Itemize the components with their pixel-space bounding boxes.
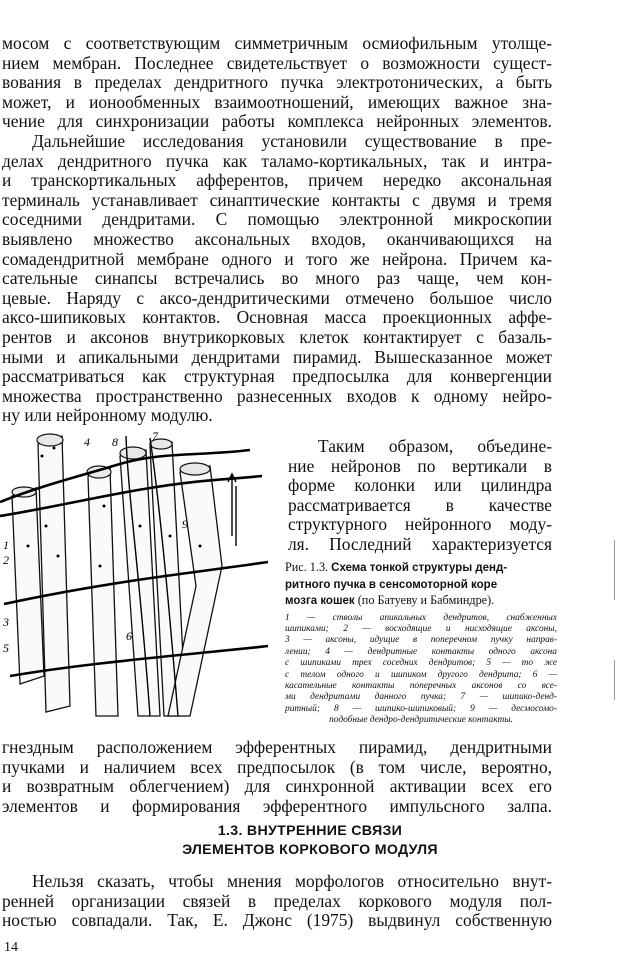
- legend-line: лении; 4 — дендритные контакты одного аксона: [285, 646, 557, 657]
- page-number: 14: [4, 940, 18, 955]
- text-line: сательные синапсы встречались во много раз чаще, чем кон-: [2, 268, 552, 289]
- caption-legend: [285, 613, 557, 727]
- text-line: вования в пределах дендритного пучка электротонических, а быть: [2, 72, 552, 93]
- text-line: аксо-шипиковых контактов. Основная масса проекционных аффе-: [2, 307, 552, 328]
- text-line: элементов и формирования эфферентного импульсного залпа.: [2, 795, 552, 816]
- figure-label: 7: [152, 429, 158, 443]
- text-line: Таким образом, объедине-: [318, 436, 552, 456]
- caption-title-line: Схема тонкой структуры денд-: [331, 562, 508, 574]
- text-line: и возвратным облегчением) для синхронной активации всех его: [2, 776, 552, 797]
- text-line: выявлено множество аксональных входов, оканчивающихся на: [2, 228, 552, 249]
- legend-line: 3 — аксоны, идущие в поперечном пучку направ-: [285, 635, 557, 646]
- text-line: терминаль устанавливает синаптические контакты с двумя и тремя: [2, 189, 552, 210]
- text-line: пучками и наличием всех предпосылок (в том числе, вероятно,: [2, 756, 552, 777]
- text-line: гнездным расположением эфферентных пирамид, дендритными: [2, 737, 552, 757]
- margin-mark: [614, 660, 615, 700]
- text-line: нием мембран. Последнее свидетельствует о возможности сущест-: [2, 52, 552, 73]
- legend-line: 1 — стволы апикальных дендритов, снабженных: [285, 612, 557, 623]
- legend-line: касательные контакты поперечных аксонов со все-: [285, 680, 557, 691]
- text-line: рассматривается в качестве: [288, 494, 552, 515]
- figure-label: 4: [84, 435, 90, 449]
- figure-label: 3: [3, 615, 9, 629]
- text-line: может, и ионообменных взаимоотношений, имеющих важное зна-: [2, 91, 552, 112]
- text-line: ну или нейронному модулю.: [2, 405, 213, 426]
- text-line: рентов и аксонов внутрикорковых клеток контактирует с базаль-: [2, 326, 552, 347]
- text-line: ля. Последний характеризуется: [288, 533, 552, 554]
- legend-line: подобные дендро-дендритические контакты.: [329, 715, 513, 726]
- text-line: мосом с соответствующим симметричным осмиофильным утолще-: [2, 33, 552, 53]
- top-text-block: [2, 34, 552, 426]
- legend-line: с телом одного и шипиком другого дендрита; 6 —: [285, 669, 557, 680]
- dendrite-bundle-figure: [0, 416, 270, 721]
- figure-caption: [285, 560, 557, 727]
- figure-label: 9: [182, 517, 188, 531]
- figure-label: 6: [126, 629, 132, 643]
- text-line: ние нейронов по вертикали в: [288, 455, 552, 476]
- text-line: форме колонки или цилиндра: [288, 475, 552, 496]
- text-line: Нельзя сказать, чтобы мнения морфологов относительно внут-: [32, 871, 552, 891]
- last-text-block: [2, 872, 552, 931]
- text-line: ностью совпадали. Так, Е. Джонс (1975) выдвинул собственную: [2, 910, 552, 931]
- caption-source: (по Батуеву и Бабминдре).: [357, 593, 495, 607]
- text-line: Дальнейшие исследования установили существование в пре-: [32, 130, 552, 151]
- section-heading-line: ЭЛЕМЕНТОВ КОРКОВОГО МОДУЛЯ: [182, 842, 438, 858]
- text-line: сомадендритной мембране одного и того же нейрона. Причем ка-: [2, 248, 552, 269]
- text-line: соседними дендритами. С помощью электронной микроскопии: [2, 209, 552, 230]
- section-heading: [0, 822, 620, 860]
- dendrite-bundle-illustration: [0, 416, 270, 721]
- caption-title-line: ритного пучка в сенсомоторной коре: [285, 578, 498, 591]
- legend-line: шипиками; 2 — восходящие и нисходящие аксоны,: [285, 623, 557, 634]
- text-line: ренней организации связей в пределах коркового модуля пол-: [2, 890, 552, 911]
- figure-label: 1: [3, 538, 9, 552]
- legend-line: с шипиками трех соседних дендритов; 5 — то же: [285, 658, 557, 669]
- bottom-text-block: [2, 738, 552, 816]
- text-line: делах дендритного пучка как таламо-кортикальных, так и интра-: [2, 150, 552, 171]
- figure-label: 2: [3, 553, 9, 567]
- text-line: множества пространственно разнесенных входов к одному нейро-: [2, 385, 552, 406]
- caption-title-line: мозга кошек: [285, 595, 355, 607]
- text-line: рассматриваться как структурная предпосылка для конвергенции: [2, 366, 552, 387]
- text-line: структурного нейронного моду-: [288, 514, 552, 535]
- text-line: чение для синхронизации работы комплекса нейронных элементов.: [2, 111, 552, 132]
- right-column-text: [288, 437, 552, 555]
- legend-line: ми дендритами данного пучка; 7 — шипико-денд-: [285, 692, 557, 703]
- text-line: цевые. Наряду с аксо-дендритическими отмечено большое число: [2, 287, 552, 308]
- text-line: ными и апикальными дендритами пирамид. Вышесказанное может: [2, 346, 552, 367]
- section-heading-line: 1.3. ВНУТРЕННИЕ СВЯЗИ: [217, 823, 403, 839]
- figure-label: 8: [112, 435, 118, 449]
- margin-mark: [614, 540, 615, 600]
- figure-label: 5: [3, 641, 9, 655]
- text-line: и транскортикальных афферентов, причем нередко аксональная: [2, 170, 552, 191]
- caption-prefix: Рис. 1.3.: [285, 560, 329, 574]
- legend-line: ритный; 8 — шипико-шипиковый; 9 — десмосомо-: [285, 703, 557, 714]
